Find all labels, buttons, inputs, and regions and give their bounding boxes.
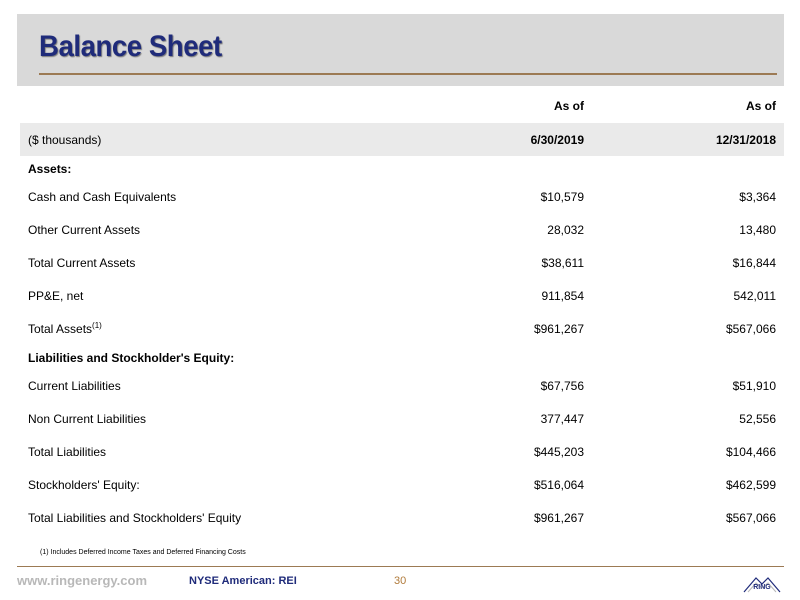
website-link[interactable]: www.ringenergy.com [17,573,148,588]
row-label-cell [20,213,456,246]
row-label-cell [20,312,456,345]
table-row [20,180,784,213]
row-label: Total Current Assets [28,255,136,270]
table-row [20,402,784,435]
row-label: Current Liabilities [28,378,121,393]
value-cell-2019: $516,064 [533,477,584,492]
row-label: Total Liabilities [28,444,107,459]
value-cell-2018: $462,599 [725,477,776,492]
table-row [20,501,784,534]
value-cell-2018: 542,011 [733,288,776,303]
value-cell-2018: $567,066 [725,321,776,336]
value-cell-2018: 52,556 [739,411,776,426]
page-title: Balance Sheet [39,30,222,63]
section-title: Assets: [28,162,72,176]
row-label-cell [20,501,456,534]
period-header-2: 12/31/2018 [592,123,784,156]
row-label-cell [20,279,456,312]
value-cell-2018: $16,844 [732,255,776,270]
row-label-cell [20,180,456,213]
units-label: ($ thousands) [20,123,456,156]
footnote: (1) Includes Deferred Income Taxes and Deferred Financing Costs [40,549,246,556]
value-cell-2019: $961,267 [533,321,584,336]
row-label-cell [20,435,456,468]
table-row [20,468,784,501]
value-cell-2018: 13,480 [739,222,776,237]
table-row [20,246,784,279]
value-cell-2019: $445,203 [533,444,584,459]
row-label: PP&E, net [28,288,84,303]
footnote-marker: (1) [92,321,102,330]
value-cell-2019: 911,854 [541,288,584,303]
row-label: Total Assets [28,322,93,336]
value-cell-2018: $3,364 [739,189,776,204]
row-label: Stockholders' Equity: [28,477,140,492]
table-row [20,369,784,402]
column-header-cell: As of [554,98,584,113]
section-title: Liabilities and Stockholder's Equity: [28,351,235,365]
column-header-cell [20,88,456,123]
value-cell-2018: $104,466 [725,444,776,459]
section-header-row [20,345,784,369]
row-label-cell [20,246,456,279]
row-label: Cash and Cash Equivalents [28,189,177,204]
column-header-cell: As of [746,98,776,113]
value-cell-2019: $67,756 [540,378,584,393]
table-row [20,213,784,246]
table-row [20,279,784,312]
column-header-row [20,123,784,156]
row-label-cell [20,402,456,435]
ring-logo-icon [742,572,782,596]
table-row [20,312,784,345]
period-header-1: 6/30/2019 [456,123,592,156]
value-cell-2019: $961,267 [533,510,584,525]
page-number: 30 [394,575,407,587]
value-cell-2019: 377,447 [540,411,584,426]
value-cell-2019: $38,611 [541,255,584,270]
title-divider [39,73,777,75]
value-cell-2019: 28,032 [547,222,584,237]
value-cell-2018: $567,066 [725,510,776,525]
row-label: Other Current Assets [28,222,141,237]
logo-text: RING [753,584,771,591]
row-label-cell [20,468,456,501]
row-label: Non Current Liabilities [28,411,147,426]
value-cell-2019: $10,579 [540,189,584,204]
table-row [20,435,784,468]
row-label: Total Liabilities and Stockholders' Equity [28,510,242,525]
stock-ticker: NYSE American: REI [189,575,297,587]
section-header-row [20,156,784,180]
row-label-cell [20,369,456,402]
footer-divider [17,566,784,567]
column-header-row-top [20,88,784,123]
header-band [17,14,784,86]
balance-sheet-table [20,88,784,534]
value-cell-2018: $51,910 [732,378,776,393]
